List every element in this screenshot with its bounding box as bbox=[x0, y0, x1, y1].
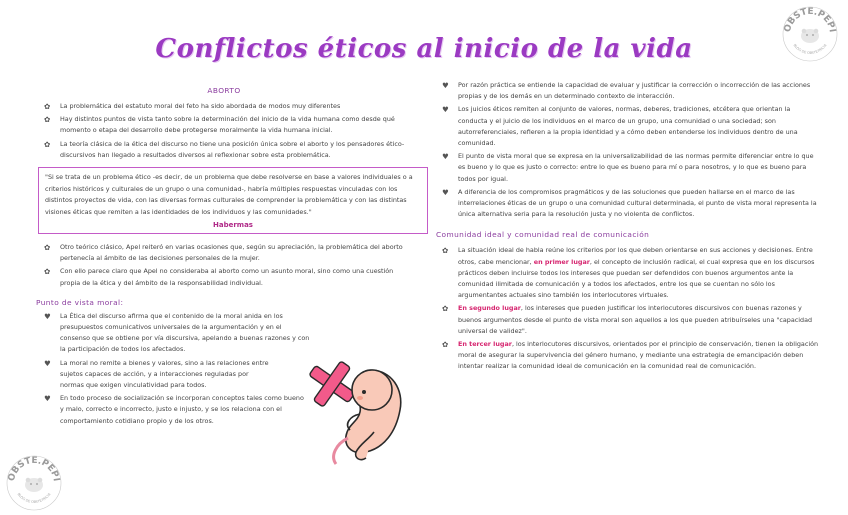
obste-pepi-logo-bottom bbox=[4, 453, 64, 513]
obste-pepi-logo-top bbox=[780, 4, 840, 64]
highlight-primer-lugar: en primer lugar bbox=[533, 257, 590, 266]
heart-bullet-icon: ♥ bbox=[44, 358, 51, 368]
flower-bullet-icon: ✿ bbox=[442, 340, 449, 350]
list-item: ✿ Otro teórico clásico, Apel reiteró en varias ocasiones que, según su apreciación, la problemática del aborto pertenecía al ámbito de las decisiones personales de la mujer. bbox=[44, 243, 403, 263]
list-item: ✿ En segundo lugar, los intereses que pueden justificar los interlocutores discursivos con buenas razones y buenos argumentos desde el punto de vista moral son aquellos a los que pueden atribuírseles una "capacidad universal de validez". bbox=[442, 304, 813, 335]
quote-author: Habermas bbox=[213, 221, 253, 230]
heart-bullet-icon: ♥ bbox=[44, 311, 51, 321]
list-item: ♥ Los juicios éticos remiten al conjunto de valores, normas, deberes, tradiciones, etcétera que orientan la conducta y el juicio de los individuos en el marco de un grupo, una comunidad o una sociedad; son autorreferenciales, refieren a la propia identidad y a cómo deben entenderse los individuos dentro de una comunidad. bbox=[442, 105, 798, 148]
list-item: ♥ El punto de vista moral que se expresa en la universalizabilidad de las normas permite diferenciar entre lo que es bueno y lo que es justo o correcto: entre lo que es bueno para mí o para nosotros, y lo que es bueno para todos por igual. bbox=[442, 152, 814, 183]
list-item: ♥ La moral no remite a bienes y valores, sino a las relaciones entre sujetos capaces de acción, y a interacciones reguladas por normas que exigen vinculatividad para todos. bbox=[44, 358, 269, 390]
aborto-heading: ABORTO bbox=[207, 86, 241, 95]
list-item: ♥ La Ética del discurso afirma que el contenido de la moral anida en los presupuestos comunicativos universales de la argumentación y en el consenso que se obtiene por vía discursiva, apelando a buenas razones y con la participación de todos los afectados. bbox=[44, 311, 310, 354]
list-item: ✿ La teoría clásica de la ética del discurso no tiene una posición única sobre el aborto y los pensadores ético-discursivos han llegado a resultados diversos al reflexionar sobre esta problemática. bbox=[44, 139, 405, 159]
list-item: ♥ A diferencia de los compromisos pragmáticos y de las soluciones que pueden hallarse en el marco de las interrelaciones éticas de un grupo o una comunidad cultural determinada, el punto de vista moral representa la única alternativa seria para la resolución justa y no violenta de conflictos. bbox=[442, 187, 817, 219]
list-item: ✿ Con ello parece claro que Apel no consideraba al aborto como un asunto moral, sino como una cuestión propia de la ética y del ámbito de la responsabilidad individual. bbox=[44, 267, 394, 287]
right-column bbox=[436, 80, 820, 375]
svg-text:BLOG DE OBSTETRICIA: BLOG DE OBSTETRICIA bbox=[16, 492, 52, 505]
embryo-crossed-icon bbox=[300, 352, 412, 468]
punto-de-vista-heading: Punto de vista moral: bbox=[36, 297, 124, 307]
heart-bullet-icon: ♥ bbox=[44, 394, 51, 404]
flower-bullet-icon: ✿ bbox=[44, 102, 51, 111]
flower-bullet-icon: ✿ bbox=[44, 267, 51, 277]
list-item: ✿ En tercer lugar, los interlocutores discursivos, orientados por el principio de conservación, tienen la obligación moral de asegurar la supervivencia del género humano, y mediante una estrategia de emancipación deben intentar realizar la comunidad ideal de comunicación en la comunidad real de comunicación. bbox=[442, 340, 819, 371]
quote-text: "Si se trata de un problema ético -es decir, de un problema que debe resolverse en base a valores individuales o a criterios históricos y culturales de un grupo o una comunidad-, habría múltiples respuestas vinculadas con los distintos proyectos de vida, con las diversas formas culturales de comprender la problemática y con las distintas visiones éticas que remiten a las identidades de los individuos y las comunidades." bbox=[45, 173, 413, 216]
comunidad-heading: Comunidad ideal y comunidad real de comunicación bbox=[436, 230, 650, 240]
svg-text:OBSTE.PEPI: OBSTE.PEPI bbox=[6, 455, 61, 483]
highlight-tercer-lugar: En tercer lugar bbox=[458, 340, 512, 349]
heart-bullet-icon: ♥ bbox=[442, 81, 449, 90]
heart-bullet-icon: ♥ bbox=[442, 152, 449, 162]
list-item: ✿ La situación ideal de habla reúne los criterios por los que deben orientarse en sus acciones y decisiones. Entre otros, cabe mencionar, en primer lugar, el concepto de inclusión radical, el cual expresa que en los discursos prácticos deben incluirse todos los intereses que puedan ser defendidos con buenos argumentos ante la comunidad ilimitada de comunicación y a todos los afectados, entre los que se cuentan no sólo los argumentantes actuales sino también los interlocutores virtuales. bbox=[442, 246, 815, 300]
flower-bullet-icon: ✿ bbox=[442, 246, 449, 256]
page-title: Conflictos éticos al inicio de la vida bbox=[155, 34, 693, 64]
habermas-quote-box bbox=[38, 167, 428, 234]
list-item: ♥ En todo proceso de socialización se incorporan conceptos tales como bueno y malo, correcto e incorrecto, justo e injusto, y se los relaciona con el comportamiento cotidiano propio y de los otros. bbox=[44, 394, 304, 425]
flower-bullet-icon: ✿ bbox=[442, 304, 449, 314]
flower-bullet-icon: ✿ bbox=[44, 115, 51, 125]
flower-bullet-icon: ✿ bbox=[44, 243, 51, 253]
svg-text:OBSTE.PEPI: OBSTE.PEPI bbox=[782, 6, 837, 34]
list-item: ✿ Hay distintos puntos de vista tanto sobre la determinación del inicio de la vida humana como desde qué momento o etapa del desarrollo debe protegerse moralmente la vida humana inicial. bbox=[44, 115, 395, 135]
heart-bullet-icon: ♥ bbox=[442, 187, 449, 197]
highlight-segundo-lugar: En segundo lugar bbox=[458, 304, 521, 313]
list-item: ♥ Por razón práctica se entiende la capacidad de evaluar y justificar la corrección o incorrección de las acciones propias y de los demás en un determinado contexto de interacción. bbox=[442, 81, 811, 101]
svg-text:BLOG DE OBSTETRICIA: BLOG DE OBSTETRICIA bbox=[792, 43, 828, 56]
flower-bullet-icon: ✿ bbox=[44, 139, 51, 149]
heart-bullet-icon: ♥ bbox=[442, 105, 449, 115]
list-item: ✿ La problemática del estatuto moral del feto ha sido abordada de modos muy diferentes bbox=[44, 102, 341, 111]
